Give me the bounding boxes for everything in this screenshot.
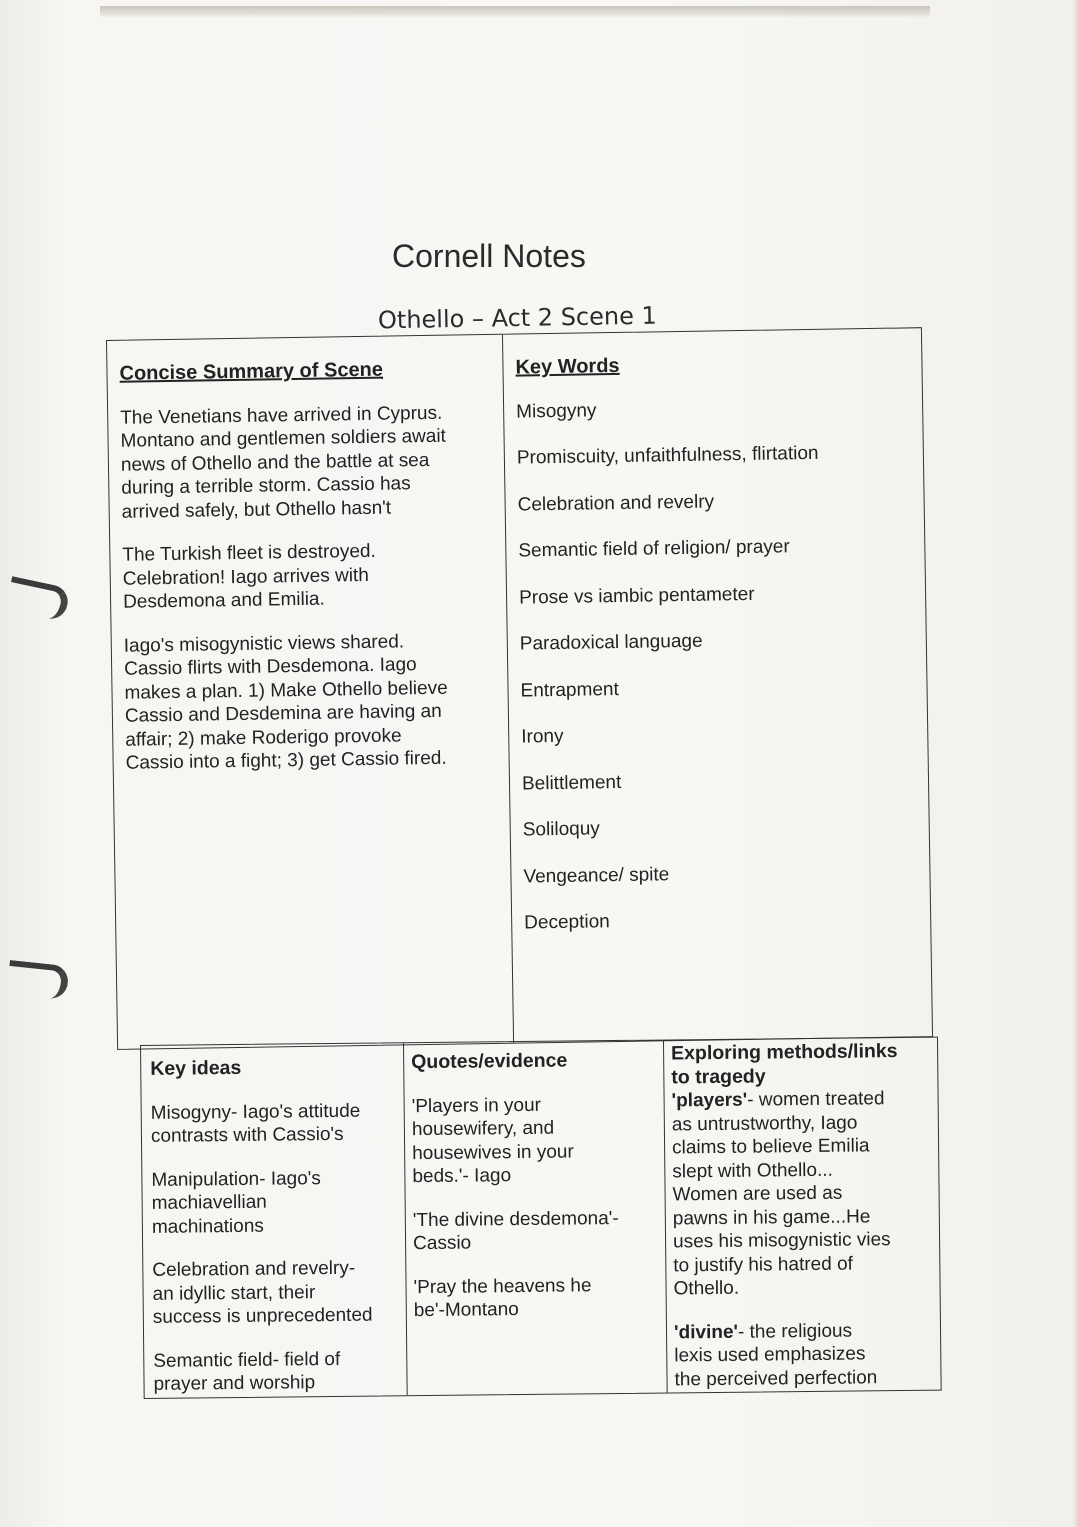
quote-item: 'Pray the heavens he be'-Montano	[413, 1274, 592, 1322]
key-idea-item: Celebration and revelry- an idyllic start, their success is unprecedented	[152, 1257, 373, 1328]
column-divider	[663, 1041, 668, 1393]
keyword-item: Misogyny	[516, 399, 597, 423]
quotes-heading: Quotes/evidence	[411, 1049, 568, 1074]
summary-keywords-table	[106, 327, 933, 1050]
summary-paragraph-3: Iago's misogynistic views shared. Cassio flirts with Desdemona. Iago makes a plan. 1) Make Othello believe Cassio and Desdemina are having an affair; 2) make Roderigo provoke Cassio into a fight; 3) get Cassio fired.	[123, 630, 448, 774]
keyword-item: Irony	[521, 725, 564, 748]
keyword-item: Prose vs iambic pentameter	[518, 583, 755, 609]
key-idea-item: Semantic field- field of prayer and worship	[153, 1348, 341, 1395]
method-entry-1	[671, 1087, 935, 1301]
quote-item: 'The divine desdemona'- Cassio	[412, 1207, 619, 1255]
methods-column	[671, 1040, 937, 1392]
keyword-item: Semantic field of religion/ prayer	[518, 536, 790, 562]
methods-heading: Exploring methods/links to tragedy	[671, 1040, 898, 1088]
column-divider	[403, 1043, 408, 1395]
page-right-edge	[1072, 0, 1080, 1527]
key-idea-item: Manipulation- Iago's machiavellian machinations	[151, 1167, 321, 1238]
keyword-item: Belittlement	[521, 771, 622, 795]
keyword-item: Soliloquy	[522, 818, 601, 841]
key-ideas-column	[150, 1055, 404, 1396]
keyword-item: Promiscuity, unfaithfulness, flirtation	[516, 442, 819, 469]
summary-column	[119, 357, 500, 775]
summary-heading: Concise Summary of Scene	[119, 358, 384, 385]
method-term-2: 'divine'	[673, 1321, 739, 1343]
method-term-1: 'players'	[671, 1089, 748, 1112]
ideas-quotes-methods-table	[140, 1037, 942, 1399]
summary-paragraph-2: The Turkish fleet is destroyed. Celebration! Iago arrives with Desdemona and Emilia.	[122, 540, 376, 613]
keyword-item: Deception	[524, 911, 610, 934]
summary-paragraph-1: The Venetians have arrived in Cyprus. Montano and gentlemen soldiers await news of Othello and the battle at sea during a terrible storm. Cassio has arrived safely, but Othello hasn't	[120, 402, 447, 523]
keyword-item: Entrapment	[520, 678, 619, 702]
keyword-item: Celebration and revelry	[517, 490, 715, 516]
keyword-item: Paradoxical language	[519, 630, 703, 655]
quotes-column	[411, 1049, 664, 1323]
quote-item: 'Players in your housewifery, and housewives in your beds.'- Iago	[411, 1094, 574, 1188]
page-title: Cornell Notes	[392, 238, 586, 274]
keywords-heading: Key Words	[515, 354, 620, 379]
key-ideas-heading: Key ideas	[150, 1056, 242, 1080]
method-text-1: - women treated as untrustworthy, Iago claims to believe Emilia slept with Othello... Women are used as pawns in his game...He uses his misogynistic vies to justify his hatred of Othello.	[671, 1088, 891, 1300]
page-subtitle: Othello – Act 2 Scene 1	[377, 301, 657, 335]
column-divider	[502, 335, 514, 1043]
keywords-column	[515, 350, 924, 958]
key-idea-item: Misogyny- Iago's attitude contrasts with Cassio's	[150, 1100, 361, 1147]
keyword-item: Vengeance/ spite	[523, 863, 670, 888]
page-top-shadow	[100, 6, 930, 18]
method-entry-2	[674, 1318, 937, 1391]
method-text-2: - the religious lexis used emphasizes the perceived perfection	[674, 1320, 878, 1390]
